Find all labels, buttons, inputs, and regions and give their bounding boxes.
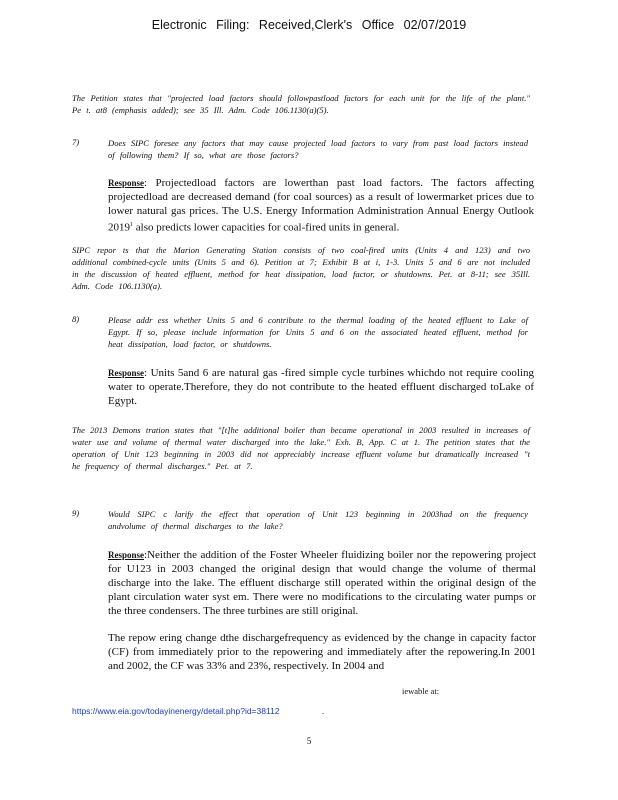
footnote-period: . [322,706,325,716]
response-label: Response [108,550,145,560]
question-7-number: 7) [72,137,80,147]
response-label: Response [108,178,145,188]
question-8-text: Please addr ess whether Units 5 and 6 contribute to the thermal loading of the heated effluent to Lake of Egypt. If so, please include information for Units 5 and 6 on the associated heated effluent, method for heat dissipation, load factor, or shutdowns. [108,315,528,349]
response-8-text: : Units 5and 6 are natural gas -fired simple cycle turbines whichdo not require cooling water to operate.Therefore, they do not contribute to the heated effluent discharged toLake of Egypt. [108,367,534,407]
page-number: 5 [306,736,312,746]
response-8 [108,366,534,408]
response-9 [108,548,536,618]
question-9-text: Would SIPC c larify the effect that operation of Unit 123 beginning in 2003had on the frequency andvolume of thermal discharges to the lake? [108,509,528,531]
sipc-report-paragraph: SIPC repor ts that the Marion Generating Station consists of two coal-fired units (Units 4 and 123) and two additional combined-cycle units (Units 5 and 6). Petition at 7; Exhibit B at i, 1-3. Units 5 and 6 are not included in the discussion of heated effluent, method for heat dissipation, load factor, or shutdowns. Pet. at 8-11; see 35Ill. Adm. Code 106.1130(a). [72,245,530,291]
intro-paragraph: The Petition states that "projected load factors should followpastload factors for each unit for the life of the plant." Pe t. at8 (emphasis added); see 35 Ill. Adm. Code 106.1130(a)(5). [72,93,530,115]
footnote-marker: 1 [130,222,133,228]
footnote-link[interactable]: https://www.eia.gov/todayinenergy/detail.php?id=38112 [72,706,280,716]
response-7-tail: also predicts lower capacities for coal-fired units in general. [133,221,400,234]
filing-header: Electronic Filing: Received,Clerk's Office 02/07/2019 [151,18,467,32]
question-8-number: 8) [72,314,80,324]
response-label: Response [108,368,145,378]
demonstration-paragraph: The 2013 Demons tration states that "[t]he additional boiler than became operational in 2003 resulted in increases of water use and volume of thermal water discharged into the lake." Exh. B, App. C at 1. The petition states that the operation of Unit 123 beginning in 2003 did not appreciably increase effluent volume but dramatically increased "t he frequency of thermal discharges." Pet. at 7. [72,425,530,471]
response-7-text: : Projectedload factors are lowerthan past load factors. The factors affecting projectedload are decreased demand (for coal sources) as a result of lowermarket prices due to lower natural gas prices. The U.S. Energy Information Administration Annual Energy Outlook 2019 [108,177,534,234]
question-7-text: Does SIPC foresee any factors that may cause projected load factors to vary from past load factors instead of following them? If so, what are those factors? [108,138,528,160]
response-7 [108,176,534,235]
response-9-continuation: The repow ering change dthe dischargefrequency as evidenced by the change in capacity factor (CF) from immediately prior to the repowering and immediately after the repowering.In 2001 and 2002, the CF was 33% and 23%, respectively. In 2004 and [108,632,536,672]
footnote-viewable-text: iewable at: [402,686,440,696]
response-9-text: :Neither the addition of the Foster Wheeler fluidizing boiler nor the repowering project for U123 in 2003 changed the original design that would change the volume of thermal discharge into the lake. The effluent discharge still operated within the original design of the plant circulation water syst em. There were no modifications to the circulating water pumps or the three condensers. The three turbines are still original. [108,549,536,617]
question-9-number: 9) [72,508,80,518]
